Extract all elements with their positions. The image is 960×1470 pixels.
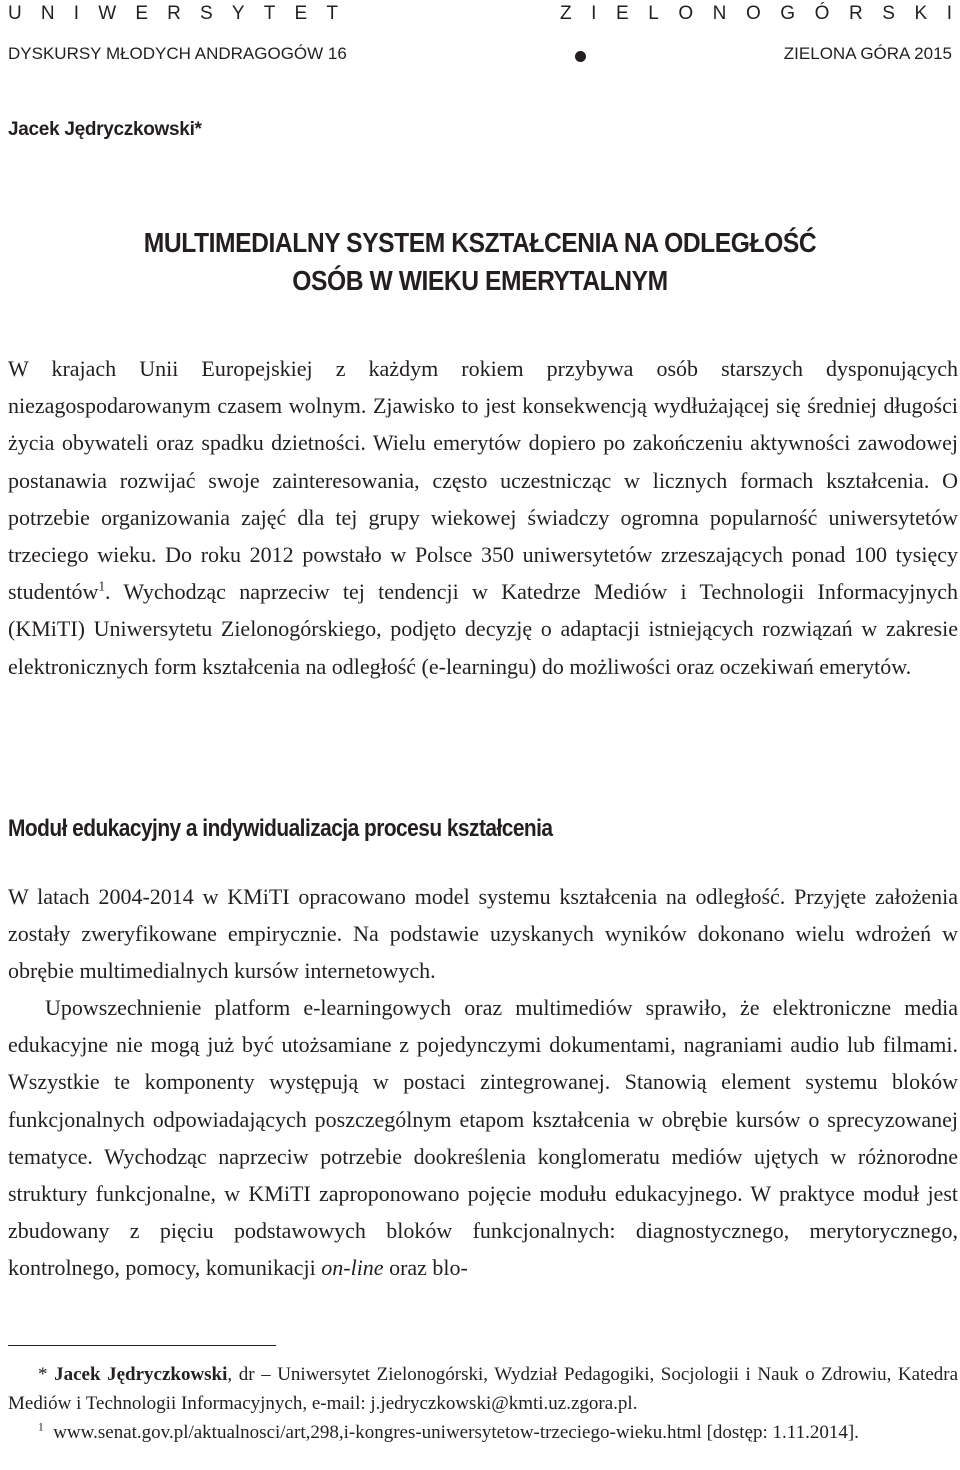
right-letter: L	[648, 3, 659, 24]
footnote-author-text: , dr – Uniwersytet Zielonogórski, Wydział Pedagogiki, Socjologii i Nauk o Zdrowiu, Katedra Mediów i Technologii Informacyjnych, e-mail: j.jedryczkowski@kmti.uz.zgora.pl.	[8, 1364, 959, 1414]
title-line-1: MULTIMEDIALNY SYSTEM KSZTAŁCENIA NA ODLEGŁOŚĆ	[143, 227, 817, 258]
right-letter: K	[914, 3, 928, 24]
title-line-2: OSÓB W WIEKU EMERYTALNYM	[292, 265, 668, 296]
section-paragraph-2	[8, 989, 958, 1287]
right-letter: I	[946, 3, 952, 24]
author-name: Jacek Jędryczkowski*	[8, 119, 202, 140]
right-letter: O	[745, 3, 761, 24]
right-letter: G	[780, 3, 796, 24]
intro-text: W krajach Unii Europejskiej z każdym rokiem przybywa osób starszych dysponujących niezagospodarowanym czasem wolnym. Zjawisko to jest konsekwencją wydłużającej się średniej długości życia obywateli oraz spadku dzietności. Wielu emerytów dopiero po zakończeniu aktywności zawodowej postanawia rozwijać swoje zainteresowania, często uczestnicząc w licznych formach kształcenia. O potrzebie organizowania zajęć dla tej grupy wiekowej świadczy ogromna popularność uniwersytetów trzeciego wieku. Do roku 2012 powstało w Polsce 350 uniwersytetów zrzeszających ponad 100 tysięcy studentów	[8, 356, 958, 605]
separator-dot-icon	[575, 51, 586, 62]
section-heading: Moduł edukacyjny a indywidualizacja procesu kształcenia	[8, 815, 553, 842]
section-paragraph-2-end: oraz blo-	[383, 1255, 468, 1281]
left-letter: R	[167, 3, 181, 24]
footnote-ref-1: 1	[98, 578, 106, 594]
journal-header	[8, 44, 952, 68]
left-letter: E	[294, 3, 308, 24]
left-letter: W	[98, 3, 117, 24]
university-name-left	[8, 3, 338, 25]
right-letter: I	[591, 3, 597, 24]
left-letter: N	[40, 3, 55, 24]
right-letter: Ó	[814, 3, 830, 24]
footnote-1	[8, 1418, 958, 1447]
section-paragraph-1: W latach 2004-2014 w KMiTI opracowano model systemu kształcenia na odległość. Przyjęte założenia zostały zweryfikowane empirycznie. Na podstawie uzyskanych wyników dokonano wielu wdrożeń w obrębie multimedialnych kursów internetowych.	[8, 884, 958, 984]
right-letter: R	[848, 3, 863, 24]
right-letter: S	[882, 3, 895, 24]
section-paragraph-2-text: Upowszechnienie platform e-learningowych oraz multimediów sprawiło, że elektroniczne media edukacyjne nie mogą już być utożsamiane z pojedynczymi dokumentami, nagraniami audio lub filmami. Wszystkie te komponenty występują w postaci zintegrowanej. Stanowią element systemu bloków funkcjonalnych odpowiadających poszczególnym etapom kształcenia w obrębie kursów o sprecyzowanej tematyce. Wychodząc naprzeciw potrzebie dookreślenia konglomeratu mediów ujętych w różnorodne struktury funkcjonalne, w KMiTI zaproponowano pojęcie modułu edukacyjnego. W praktyce moduł jest zbudowany z pięciu podstawowych bloków funkcjonalnych: diagnostycznego, merytorycznego, kontrolnego, pomocy, komunikacji	[8, 995, 958, 1281]
right-letter: Z	[560, 3, 572, 24]
footnote-marker-star: *	[38, 1364, 48, 1385]
journal-title: DYSKURSY MŁODYCH ANDRAGOGÓW 16	[8, 44, 347, 63]
footnote-author-name: Jacek Jędryczkowski	[54, 1364, 228, 1385]
left-letter: U	[8, 3, 22, 24]
right-letter: N	[712, 3, 727, 24]
left-letter: Y	[231, 3, 245, 24]
footnote-1-link[interactable]: www.senat.gov.pl/aktualnosci/art,298,i-kongres-uniwersytetow-trzeciego-wieku.html [dostęp: 1.11.2014].	[53, 1422, 859, 1443]
italic-term: on-line	[321, 1255, 384, 1281]
intro-paragraph	[8, 350, 958, 685]
intro-text-continued: . Wychodząc naprzeciw tej tendencji w Katedrze Mediów i Technologii Informacyjnych (KMiTI) Uniwersytetu Zielonogórskiego, podjęto decyzję o adaptacji istniejących rozwiązań w zakresie elektronicznych form kształcenia na odległość (e-learningu) do możliwości oraz oczekiwań emerytów.	[8, 579, 958, 679]
footnote-divider	[8, 1345, 276, 1346]
left-letter: T	[263, 3, 276, 24]
left-letter: S	[200, 3, 213, 24]
right-letter: O	[678, 3, 694, 24]
left-letter: T	[326, 3, 338, 24]
footnote-author	[8, 1360, 958, 1418]
article-title	[58, 224, 903, 300]
left-letter: I	[73, 3, 80, 24]
university-header	[8, 3, 952, 27]
university-name-right	[560, 3, 952, 25]
place-year: ZIELONA GÓRA 2015	[783, 44, 952, 63]
footnote-marker-1: 1	[38, 1421, 44, 1434]
right-letter: E	[615, 3, 629, 24]
left-letter: E	[135, 3, 148, 24]
